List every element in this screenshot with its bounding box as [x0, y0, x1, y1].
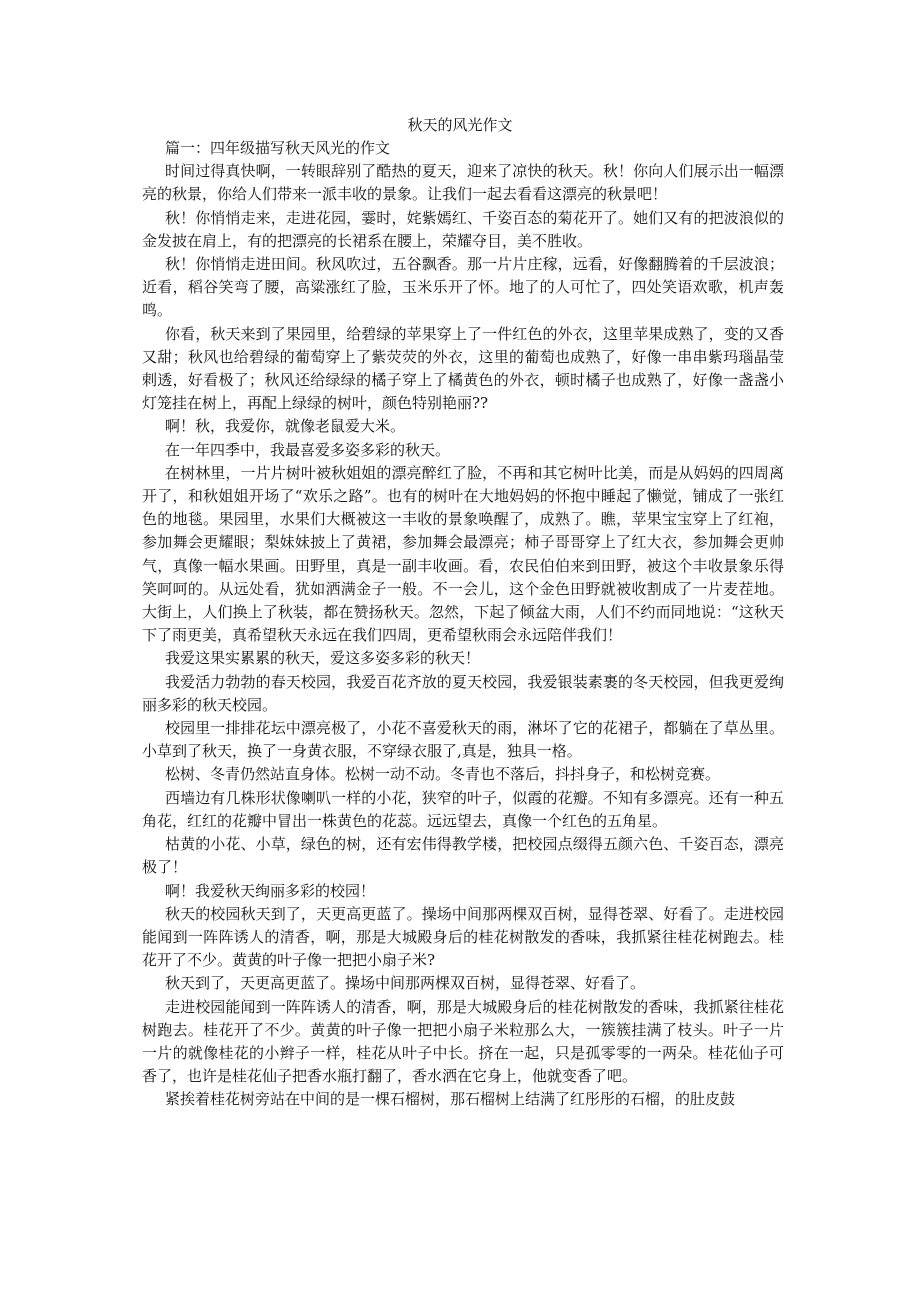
- paragraph: 啊！秋，我爱你，就像老鼠爱大米。: [165, 417, 406, 436]
- paragraph: 在树林里，一片片树叶被秋姐姐的漂亮醉红了脸，不再和其它树叶比美，而是从妈妈的四周离开了，和秋姐姐开场了“欢乐之路”。也有的树叶在大地妈妈的怀抱中睡起了懒觉，铺成了一张红色的地毯。果园里，水果们大概被这一丰收的景象唤醒了，成熟了。瞧，苹果宝宝穿上了红袍，参加舞会更耀眼；梨妹妹披上了黄裙，参加舞会最漂亮；柿子哥哥穿上了红大衣，参加舞会更帅气，真像一幅水果画。田野里，真是一副丰收画。看，农民伯伯来到田野，被这个丰收景象乐得笑呵呵的。从远处看，犹如洒满金子一般。不一会儿，这个金色田野就被收割成了一片麦茬地。大街上，人们换上了秋装，都在赞扬秋天。忽然，下起了倾盆大雨，人们不约而同地说：“这秋天下了雨更美，真希望秋天永远在我们四周，更希望秋雨会永远陪伴我们！: [142, 463, 784, 645]
- paragraph: 时间过得真快啊，一转眼辞别了酷热的夏天，迎来了凉快的秋天。秋！你向人们展示出一幅漂亮的秋景，你给人们带来一派丰收的景象。让我们一起去看看这漂亮的秋景吧！: [142, 162, 784, 204]
- document-body: [142, 137, 784, 1112]
- paragraph: 你看，秋天来到了果园里，给碧绿的苹果穿上了一件红色的外衣，这里苹果成熟了，变的又香又甜；秋风也给碧绿的葡萄穿上了紫荧荧的外衣，这里的葡萄也成熟了，好像一串串紫玛瑙晶莹剌透，好看极了；秋风还给绿绿的橘子穿上了橘黄色的外衣，顿时橘子也成熟了，好像一盏盏小灯笼挂在树上，再配上绿绿的树叶，颜色特别艳丽??: [142, 324, 784, 413]
- document-title: 秋天的风光作文: [407, 116, 513, 134]
- paragraph: 秋！你悄悄走来，走进花园，霎时，姹紫嫣红、千姿百态的菊花开了。她们又有的把波浪似的金发披在肩上，有的把漂亮的长裙系在腰上，荣耀夺目，美不胜收。: [142, 208, 784, 250]
- paragraph: 秋！你悄悄走进田间。秋风吹过，五谷飘香。那一片片庄稼，远看，好像翻腾着的千层波浪；近看，稻谷笑弯了腰，高粱涨红了脸，玉米乐开了怀。地了的人可忙了，四处笑语欢歌，机声轰鸣。: [142, 255, 784, 320]
- paragraph: 紧挨着桂花树旁站在中间的是一棵石榴树，那石榴树上结满了红彤彤的石榴，的肚皮鼓: [165, 1090, 736, 1109]
- paragraph: 秋天的校园秋天到了，天更高更蓝了。操场中间那两棵双百树，显得苍翠、好看了。走进校园能闻到一阵阵诱人的清香，啊，那是大城殿身后的桂花树散发的香味，我抓紧往桂花树跑去。桂花开了不少。黄黄的叶子像一把把小扇子米?: [142, 904, 784, 970]
- paragraph: 松树、冬青仍然站直身体。松树一动不动。冬青也不落后，抖抖身子，和松树竞赛。: [165, 765, 721, 784]
- paragraph: 我爱活力勃勃的春天校园，我爱百花齐放的夏天校园，我爱银装素裹的冬天校园，但我更爱绚丽多彩的秋天校园。: [142, 672, 784, 714]
- paragraph-section-heading: 篇一：四年级描写秋天风光的作文: [165, 139, 391, 157]
- paragraph: 我爱这果实累累的秋天，爱这多姿多彩的秋天！: [165, 649, 481, 668]
- paragraph: 走进校园能闻到一阵阵诱人的清香，啊，那是大城殿身后的桂花树散发的香味，我抓紧往桂花树跑去。桂花开了不少。黄黄的叶子像一把把小扇子米粒那么大，一簇簇挂满了枝头。叶子一片一片的就像桂花的小辫子一样，桂花从叶子中长。挤在一起，只是孤零零的一两朵。桂花仙子可香了，也许是桂花仙子把香水瓶打翻了，香水洒在它身上，他就变香了吧。: [142, 997, 784, 1086]
- paragraph: 啊！我爱秋天绚丽多彩的校园！: [165, 881, 376, 900]
- paragraph: 在一年四季中，我最喜爱多姿多彩的秋天。: [165, 440, 451, 459]
- paragraph: 秋天到了，天更高更蓝了。操场中间那两棵双百树，显得苍翠、好看了。: [165, 974, 646, 993]
- paragraph: 校园里一排排花坛中漂亮极了，小花不喜爱秋天的雨，淋坏了它的花裙子，都躺在了草丛里。小草到了秋天，换了一身黄衣服，不穿绿衣服了,真是，独具一格。: [142, 719, 784, 761]
- paragraph: 枯黄的小花、小草，绿色的树，还有宏伟得教学楼，把校园点缀得五颜六色、千姿百态，漂亮极了！: [142, 835, 784, 877]
- paragraph: 西墙边有几株形状像喇叭一样的小花，狭窄的叶子，似霞的花瓣。不知有多漂亮。还有一种五角花，红红的花瓣中冒出一株黄色的花蕊。远远望去，真像一个红色的五角星。: [142, 788, 784, 830]
